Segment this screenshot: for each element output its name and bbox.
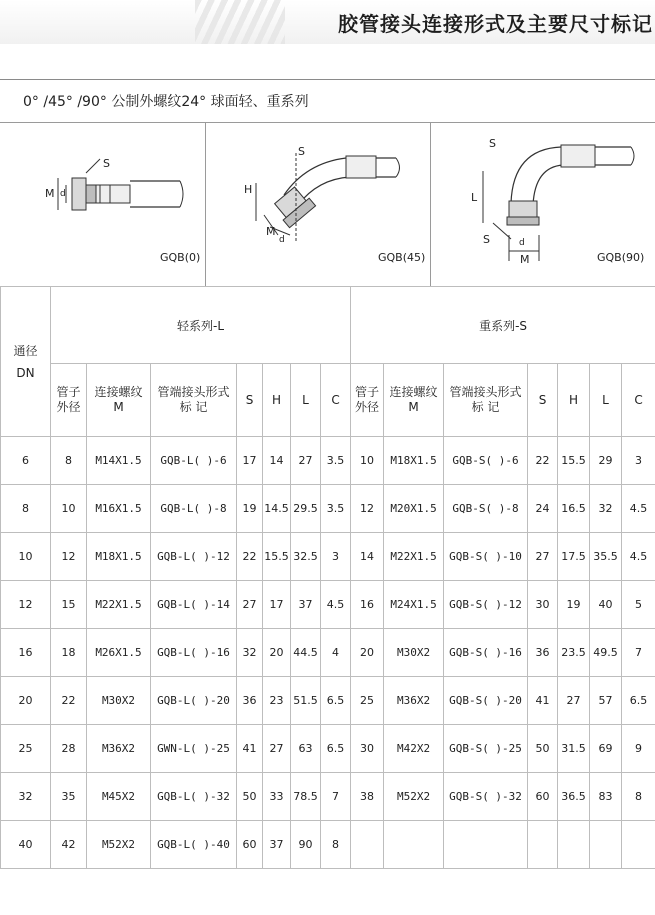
page-title: 胶管接头连接形式及主要尺寸标记 bbox=[338, 8, 653, 37]
light-cell: 33 bbox=[263, 773, 291, 821]
heavy-cell: GQB-S( )-12 bbox=[444, 581, 528, 629]
heavy-cell: M24X1.5 bbox=[384, 581, 444, 629]
heavy-cell: 8 bbox=[622, 773, 655, 821]
light-cell: 15.5 bbox=[263, 533, 291, 581]
diagram-row bbox=[0, 122, 655, 287]
light-cell: 18 bbox=[51, 629, 87, 677]
light-cell: 27 bbox=[263, 725, 291, 773]
heavy-cell bbox=[384, 821, 444, 869]
col-h: H bbox=[263, 364, 291, 437]
heavy-cell: 30 bbox=[528, 581, 558, 629]
light-series-header: 轻系列-L bbox=[51, 287, 351, 364]
heavy-cell: M52X2 bbox=[384, 773, 444, 821]
light-cell: 6.5 bbox=[321, 677, 351, 725]
col-mark bbox=[151, 364, 237, 437]
dn-header-line1: 通径 bbox=[13, 344, 37, 358]
table-row bbox=[1, 533, 655, 581]
heavy-cell: GQB-S( )-8 bbox=[444, 485, 528, 533]
heavy-cell bbox=[558, 821, 590, 869]
heavy-cell: 27 bbox=[528, 533, 558, 581]
table-row bbox=[1, 677, 655, 725]
light-cell: 14 bbox=[263, 437, 291, 485]
light-cell: 78.5 bbox=[291, 773, 321, 821]
heavy-cell: 50 bbox=[528, 725, 558, 773]
heavy-cell: 3 bbox=[622, 437, 655, 485]
light-cell: 20 bbox=[263, 629, 291, 677]
heavy-cell: 15.5 bbox=[558, 437, 590, 485]
diagram-straight-label-d: d bbox=[60, 189, 66, 199]
light-cell: 14.5 bbox=[263, 485, 291, 533]
diagram-straight bbox=[0, 123, 205, 286]
table-row bbox=[1, 485, 655, 533]
heavy-cell: 22 bbox=[528, 437, 558, 485]
light-cell: 3.5 bbox=[321, 485, 351, 533]
light-cell: M18X1.5 bbox=[87, 533, 151, 581]
heavy-cell: 12 bbox=[351, 485, 384, 533]
col-c: C bbox=[622, 364, 655, 437]
spec-table-body bbox=[1, 437, 655, 869]
light-cell: 17 bbox=[263, 581, 291, 629]
col-mark-sub: 标 记 bbox=[180, 400, 208, 414]
heavy-cell: M22X1.5 bbox=[384, 533, 444, 581]
light-cell: 60 bbox=[237, 821, 263, 869]
col-thread bbox=[87, 364, 151, 437]
dn-cell: 10 bbox=[1, 533, 51, 581]
heavy-cell: 6.5 bbox=[622, 677, 655, 725]
light-cell: GQB-L( )-14 bbox=[151, 581, 237, 629]
heavy-cell: 27 bbox=[558, 677, 590, 725]
light-cell: 37 bbox=[291, 581, 321, 629]
light-cell: M45X2 bbox=[87, 773, 151, 821]
heavy-cell: GQB-S( )-20 bbox=[444, 677, 528, 725]
light-cell: 41 bbox=[237, 725, 263, 773]
light-cell: 7 bbox=[321, 773, 351, 821]
heavy-cell: 32 bbox=[590, 485, 622, 533]
col-pipe-od-label: 管子外径 bbox=[354, 385, 380, 415]
heavy-cell: 83 bbox=[590, 773, 622, 821]
light-cell: 51.5 bbox=[291, 677, 321, 725]
light-cell: 42 bbox=[51, 821, 87, 869]
heavy-cell: 29 bbox=[590, 437, 622, 485]
col-thread bbox=[384, 364, 444, 437]
light-cell: 28 bbox=[51, 725, 87, 773]
heavy-cell: GQB-S( )-16 bbox=[444, 629, 528, 677]
dn-header-line2: DN bbox=[16, 366, 34, 380]
light-cell: 32.5 bbox=[291, 533, 321, 581]
dn-cell: 20 bbox=[1, 677, 51, 725]
heavy-cell: 17.5 bbox=[558, 533, 590, 581]
diagram-45-label-m: M bbox=[266, 225, 276, 238]
heavy-cell: 40 bbox=[590, 581, 622, 629]
table-row bbox=[1, 581, 655, 629]
heavy-cell: 60 bbox=[528, 773, 558, 821]
light-cell: 4.5 bbox=[321, 581, 351, 629]
heavy-cell bbox=[528, 821, 558, 869]
col-thread-label: 连接螺纹 bbox=[94, 385, 142, 399]
dn-cell: 32 bbox=[1, 773, 51, 821]
heavy-cell: 16 bbox=[351, 581, 384, 629]
heavy-cell: M18X1.5 bbox=[384, 437, 444, 485]
heavy-cell: 23.5 bbox=[558, 629, 590, 677]
heavy-cell: M30X2 bbox=[384, 629, 444, 677]
light-cell: GQB-L( )-40 bbox=[151, 821, 237, 869]
diagram-90-label-m: M bbox=[520, 253, 530, 266]
col-pipe-od-label: 管子外径 bbox=[56, 385, 82, 415]
heavy-cell: 25 bbox=[351, 677, 384, 725]
table-row bbox=[1, 629, 655, 677]
col-l: L bbox=[590, 364, 622, 437]
dn-header bbox=[1, 287, 51, 437]
heavy-cell bbox=[590, 821, 622, 869]
diagram-45-label-h: H bbox=[244, 183, 252, 196]
light-cell: 63 bbox=[291, 725, 321, 773]
light-cell: GWN-L( )-25 bbox=[151, 725, 237, 773]
heavy-cell: 24 bbox=[528, 485, 558, 533]
heavy-cell: M42X2 bbox=[384, 725, 444, 773]
heavy-cell: 4.5 bbox=[622, 485, 655, 533]
diagram-45 bbox=[206, 123, 430, 286]
light-cell: 37 bbox=[263, 821, 291, 869]
dn-cell: 25 bbox=[1, 725, 51, 773]
light-cell: 3.5 bbox=[321, 437, 351, 485]
light-cell: 27 bbox=[237, 581, 263, 629]
light-cell: 12 bbox=[51, 533, 87, 581]
heavy-cell: 7 bbox=[622, 629, 655, 677]
heavy-cell: 36 bbox=[528, 629, 558, 677]
dn-cell: 6 bbox=[1, 437, 51, 485]
light-cell: GQB-L( )-16 bbox=[151, 629, 237, 677]
col-thread-label: 连接螺纹 bbox=[390, 385, 438, 399]
heavy-cell: 4.5 bbox=[622, 533, 655, 581]
col-s: S bbox=[528, 364, 558, 437]
heavy-cell: 38 bbox=[351, 773, 384, 821]
heavy-cell: M36X2 bbox=[384, 677, 444, 725]
col-h: H bbox=[558, 364, 590, 437]
diagram-90-label-l: L bbox=[471, 191, 477, 204]
light-cell: M22X1.5 bbox=[87, 581, 151, 629]
col-l: L bbox=[291, 364, 321, 437]
light-cell: 44.5 bbox=[291, 629, 321, 677]
col-mark-label: 管端接头形式 bbox=[450, 385, 522, 399]
dn-cell: 40 bbox=[1, 821, 51, 869]
diagram-90-label-s: S bbox=[489, 137, 496, 150]
light-cell: GQB-L( )-8 bbox=[151, 485, 237, 533]
heavy-cell: 16.5 bbox=[558, 485, 590, 533]
light-cell: M52X2 bbox=[87, 821, 151, 869]
diagram-90-label-s2: S bbox=[483, 233, 490, 246]
table-row bbox=[1, 821, 655, 869]
light-cell: 17 bbox=[237, 437, 263, 485]
light-cell: M30X2 bbox=[87, 677, 151, 725]
heavy-cell: 9 bbox=[622, 725, 655, 773]
col-c: C bbox=[321, 364, 351, 437]
heavy-cell: 20 bbox=[351, 629, 384, 677]
light-cell: 8 bbox=[321, 821, 351, 869]
spec-table bbox=[0, 286, 655, 869]
heavy-cell bbox=[622, 821, 655, 869]
light-cell: 22 bbox=[237, 533, 263, 581]
diagram-45-label-s: S bbox=[298, 145, 305, 158]
table-row bbox=[1, 437, 655, 485]
heavy-cell: M20X1.5 bbox=[384, 485, 444, 533]
heavy-series-header: 重系列-S bbox=[351, 287, 655, 364]
light-cell: 32 bbox=[237, 629, 263, 677]
light-cell: 4 bbox=[321, 629, 351, 677]
light-cell: GQB-L( )-32 bbox=[151, 773, 237, 821]
light-cell: 23 bbox=[263, 677, 291, 725]
light-cell: 35 bbox=[51, 773, 87, 821]
col-thread-sub: M bbox=[113, 400, 123, 414]
light-cell: 6.5 bbox=[321, 725, 351, 773]
heavy-cell: 57 bbox=[590, 677, 622, 725]
heavy-cell: GQB-S( )-6 bbox=[444, 437, 528, 485]
col-thread-sub: M bbox=[408, 400, 418, 414]
col-pipe-od bbox=[351, 364, 384, 437]
light-cell: 27 bbox=[291, 437, 321, 485]
header-decoration bbox=[195, 0, 285, 44]
light-cell: 8 bbox=[51, 437, 87, 485]
heavy-cell: 5 bbox=[622, 581, 655, 629]
light-cell: 3 bbox=[321, 533, 351, 581]
heavy-cell: GQB-S( )-25 bbox=[444, 725, 528, 773]
col-mark-label: 管端接头形式 bbox=[157, 385, 229, 399]
col-s: S bbox=[237, 364, 263, 437]
light-cell: 50 bbox=[237, 773, 263, 821]
diagram-90 bbox=[431, 123, 655, 286]
table-row bbox=[1, 725, 655, 773]
section-heading: 0° /45° /90° 公制外螺纹24° 球面轻、重系列 bbox=[23, 91, 309, 111]
diagram-90-caption: GQB(90) bbox=[597, 251, 644, 264]
heavy-cell: 36.5 bbox=[558, 773, 590, 821]
light-cell: 10 bbox=[51, 485, 87, 533]
light-cell: M36X2 bbox=[87, 725, 151, 773]
heavy-cell: 35.5 bbox=[590, 533, 622, 581]
diagram-straight-caption: GQB(0) bbox=[160, 251, 200, 264]
heavy-cell: GQB-S( )-32 bbox=[444, 773, 528, 821]
light-cell: M16X1.5 bbox=[87, 485, 151, 533]
heavy-cell: GQB-S( )-10 bbox=[444, 533, 528, 581]
light-cell: GQB-L( )-12 bbox=[151, 533, 237, 581]
light-cell: 22 bbox=[51, 677, 87, 725]
light-cell: M14X1.5 bbox=[87, 437, 151, 485]
heavy-cell: 10 bbox=[351, 437, 384, 485]
heavy-cell: 49.5 bbox=[590, 629, 622, 677]
light-cell: GQB-L( )-6 bbox=[151, 437, 237, 485]
light-cell: 15 bbox=[51, 581, 87, 629]
heavy-cell: 14 bbox=[351, 533, 384, 581]
heavy-cell bbox=[351, 821, 384, 869]
diagram-90-label-d: d bbox=[519, 238, 525, 248]
heavy-cell: 19 bbox=[558, 581, 590, 629]
dn-cell: 12 bbox=[1, 581, 51, 629]
light-cell: 19 bbox=[237, 485, 263, 533]
diagram-45-caption: GQB(45) bbox=[378, 251, 425, 264]
heavy-cell: 41 bbox=[528, 677, 558, 725]
heavy-cell bbox=[444, 821, 528, 869]
heavy-cell: 69 bbox=[590, 725, 622, 773]
light-cell: 29.5 bbox=[291, 485, 321, 533]
dn-cell: 8 bbox=[1, 485, 51, 533]
heavy-cell: 31.5 bbox=[558, 725, 590, 773]
light-cell: M26X1.5 bbox=[87, 629, 151, 677]
diagram-straight-label-m: M bbox=[45, 187, 55, 200]
diagram-45-label-d: d bbox=[279, 235, 285, 245]
light-cell: GQB-L( )-20 bbox=[151, 677, 237, 725]
col-mark-sub: 标 记 bbox=[472, 400, 500, 414]
heavy-cell: 30 bbox=[351, 725, 384, 773]
dn-cell: 16 bbox=[1, 629, 51, 677]
col-pipe-od bbox=[51, 364, 87, 437]
col-mark bbox=[444, 364, 528, 437]
table-row bbox=[1, 773, 655, 821]
diagram-straight-label-s: S bbox=[103, 157, 110, 170]
light-cell: 36 bbox=[237, 677, 263, 725]
light-cell: 90 bbox=[291, 821, 321, 869]
